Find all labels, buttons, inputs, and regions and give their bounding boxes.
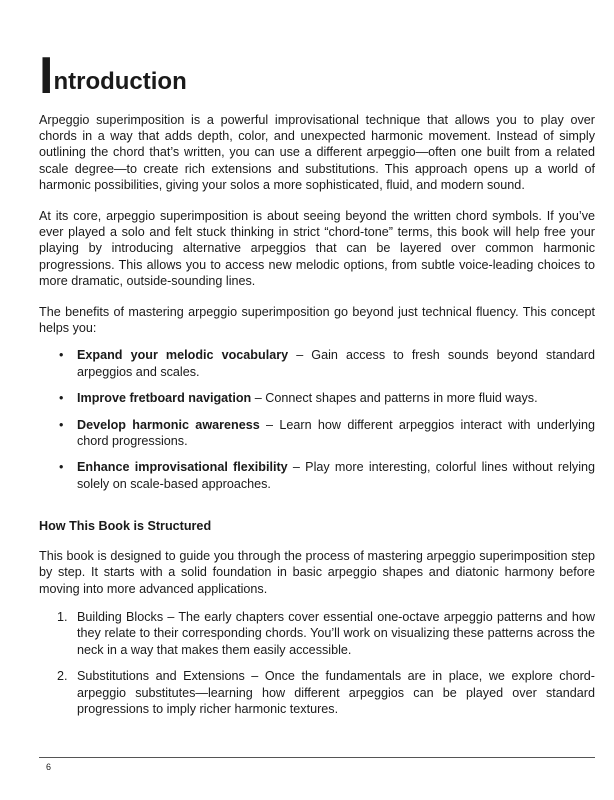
page-content [39, 47, 595, 727]
benefit-desc: – Play more interesting, colorful lines without relying solely on scale-based approaches. [77, 460, 595, 491]
list-item [39, 459, 595, 492]
bullet-icon: • [59, 391, 64, 406]
section-heading: How This Book is Structured [39, 519, 212, 534]
intro-paragraph-3: The benefits of mastering arpeggio superimposition go beyond just technical fluency. This concept helps you: [39, 305, 595, 336]
list-item [39, 347, 595, 380]
list-item [39, 390, 595, 406]
bullet-icon: • [59, 348, 64, 363]
footer-divider [39, 757, 595, 758]
list-number: 1. [57, 609, 68, 624]
page-title [39, 47, 595, 105]
benefits-list [39, 347, 595, 492]
bullet-icon: • [59, 417, 64, 432]
benefit-term: Improve fretboard navigation [77, 391, 252, 406]
list-item [39, 417, 595, 450]
list-number: 2. [57, 669, 68, 684]
benefit-desc: – Learn how different arpeggios interact with underlying chord progressions. [77, 417, 595, 449]
benefit-term: Develop harmonic awareness [77, 417, 260, 432]
list-item [39, 609, 595, 658]
benefit-desc: – Gain access to fresh sounds beyond standard arpeggios and scales. [77, 348, 595, 379]
list-text: Building Blocks – The early chapters cover essential one-octave arpeggio patterns and how they relate to their corresponding chords. You’ll work on visualizing these patterns across the neck in a way that makes them easily accessible. [77, 609, 595, 657]
intro-paragraph-1: Arpeggio superimposition is a powerful improvisational technique that allows you to play over chords in a way that adds depth, color, and unexpected harmonic movement. Instead of simply outlining the chord that’s written, you can use a different arpeggio—often one built from a related scale degree—to create rich extensions and substitutions. This approach opens up a world of harmonic possibilities, giving your solos a more sophisticated, fluid, and modern sound. [39, 113, 595, 192]
structure-intro: This book is designed to guide you through the process of mastering arpeggio superimposition step by step. It starts with a solid foundation in basic arpeggio shapes and diatonic harmony before moving into more advanced applications. [39, 549, 595, 596]
benefit-term: Expand your melodic vocabulary [77, 348, 289, 363]
page-number: 6 [46, 762, 52, 772]
list-text: Substitutions and Extensions – Once the fundamentals are in place, we explore chord-arpeggio substitutes—learning how different arpeggios can be played over standard progressions to imply richer harmonic textures. [77, 669, 595, 716]
benefit-term: Enhance improvisational flexibility [77, 460, 288, 475]
title-text: ntroduction [53, 68, 187, 95]
intro-paragraph-2: At its core, arpeggio superimposition is about seeing beyond the written chord symbols. If you’ve ever played a solo and felt stuck thinking in strict “chord-tone” terms, this book will help free your playing by introducing alternative arpeggios that can be layered over common harmonic progressions. This allows you to access new melodic options, from subtle voice-leading choices to more dramatic, outside-sounding lines. [39, 209, 595, 288]
bullet-icon: • [59, 460, 64, 475]
structure-list [39, 609, 595, 717]
list-item [39, 668, 595, 717]
title-drop-cap: I [39, 47, 53, 105]
benefit-desc: – Connect shapes and patterns in more fluid ways. [251, 391, 538, 406]
